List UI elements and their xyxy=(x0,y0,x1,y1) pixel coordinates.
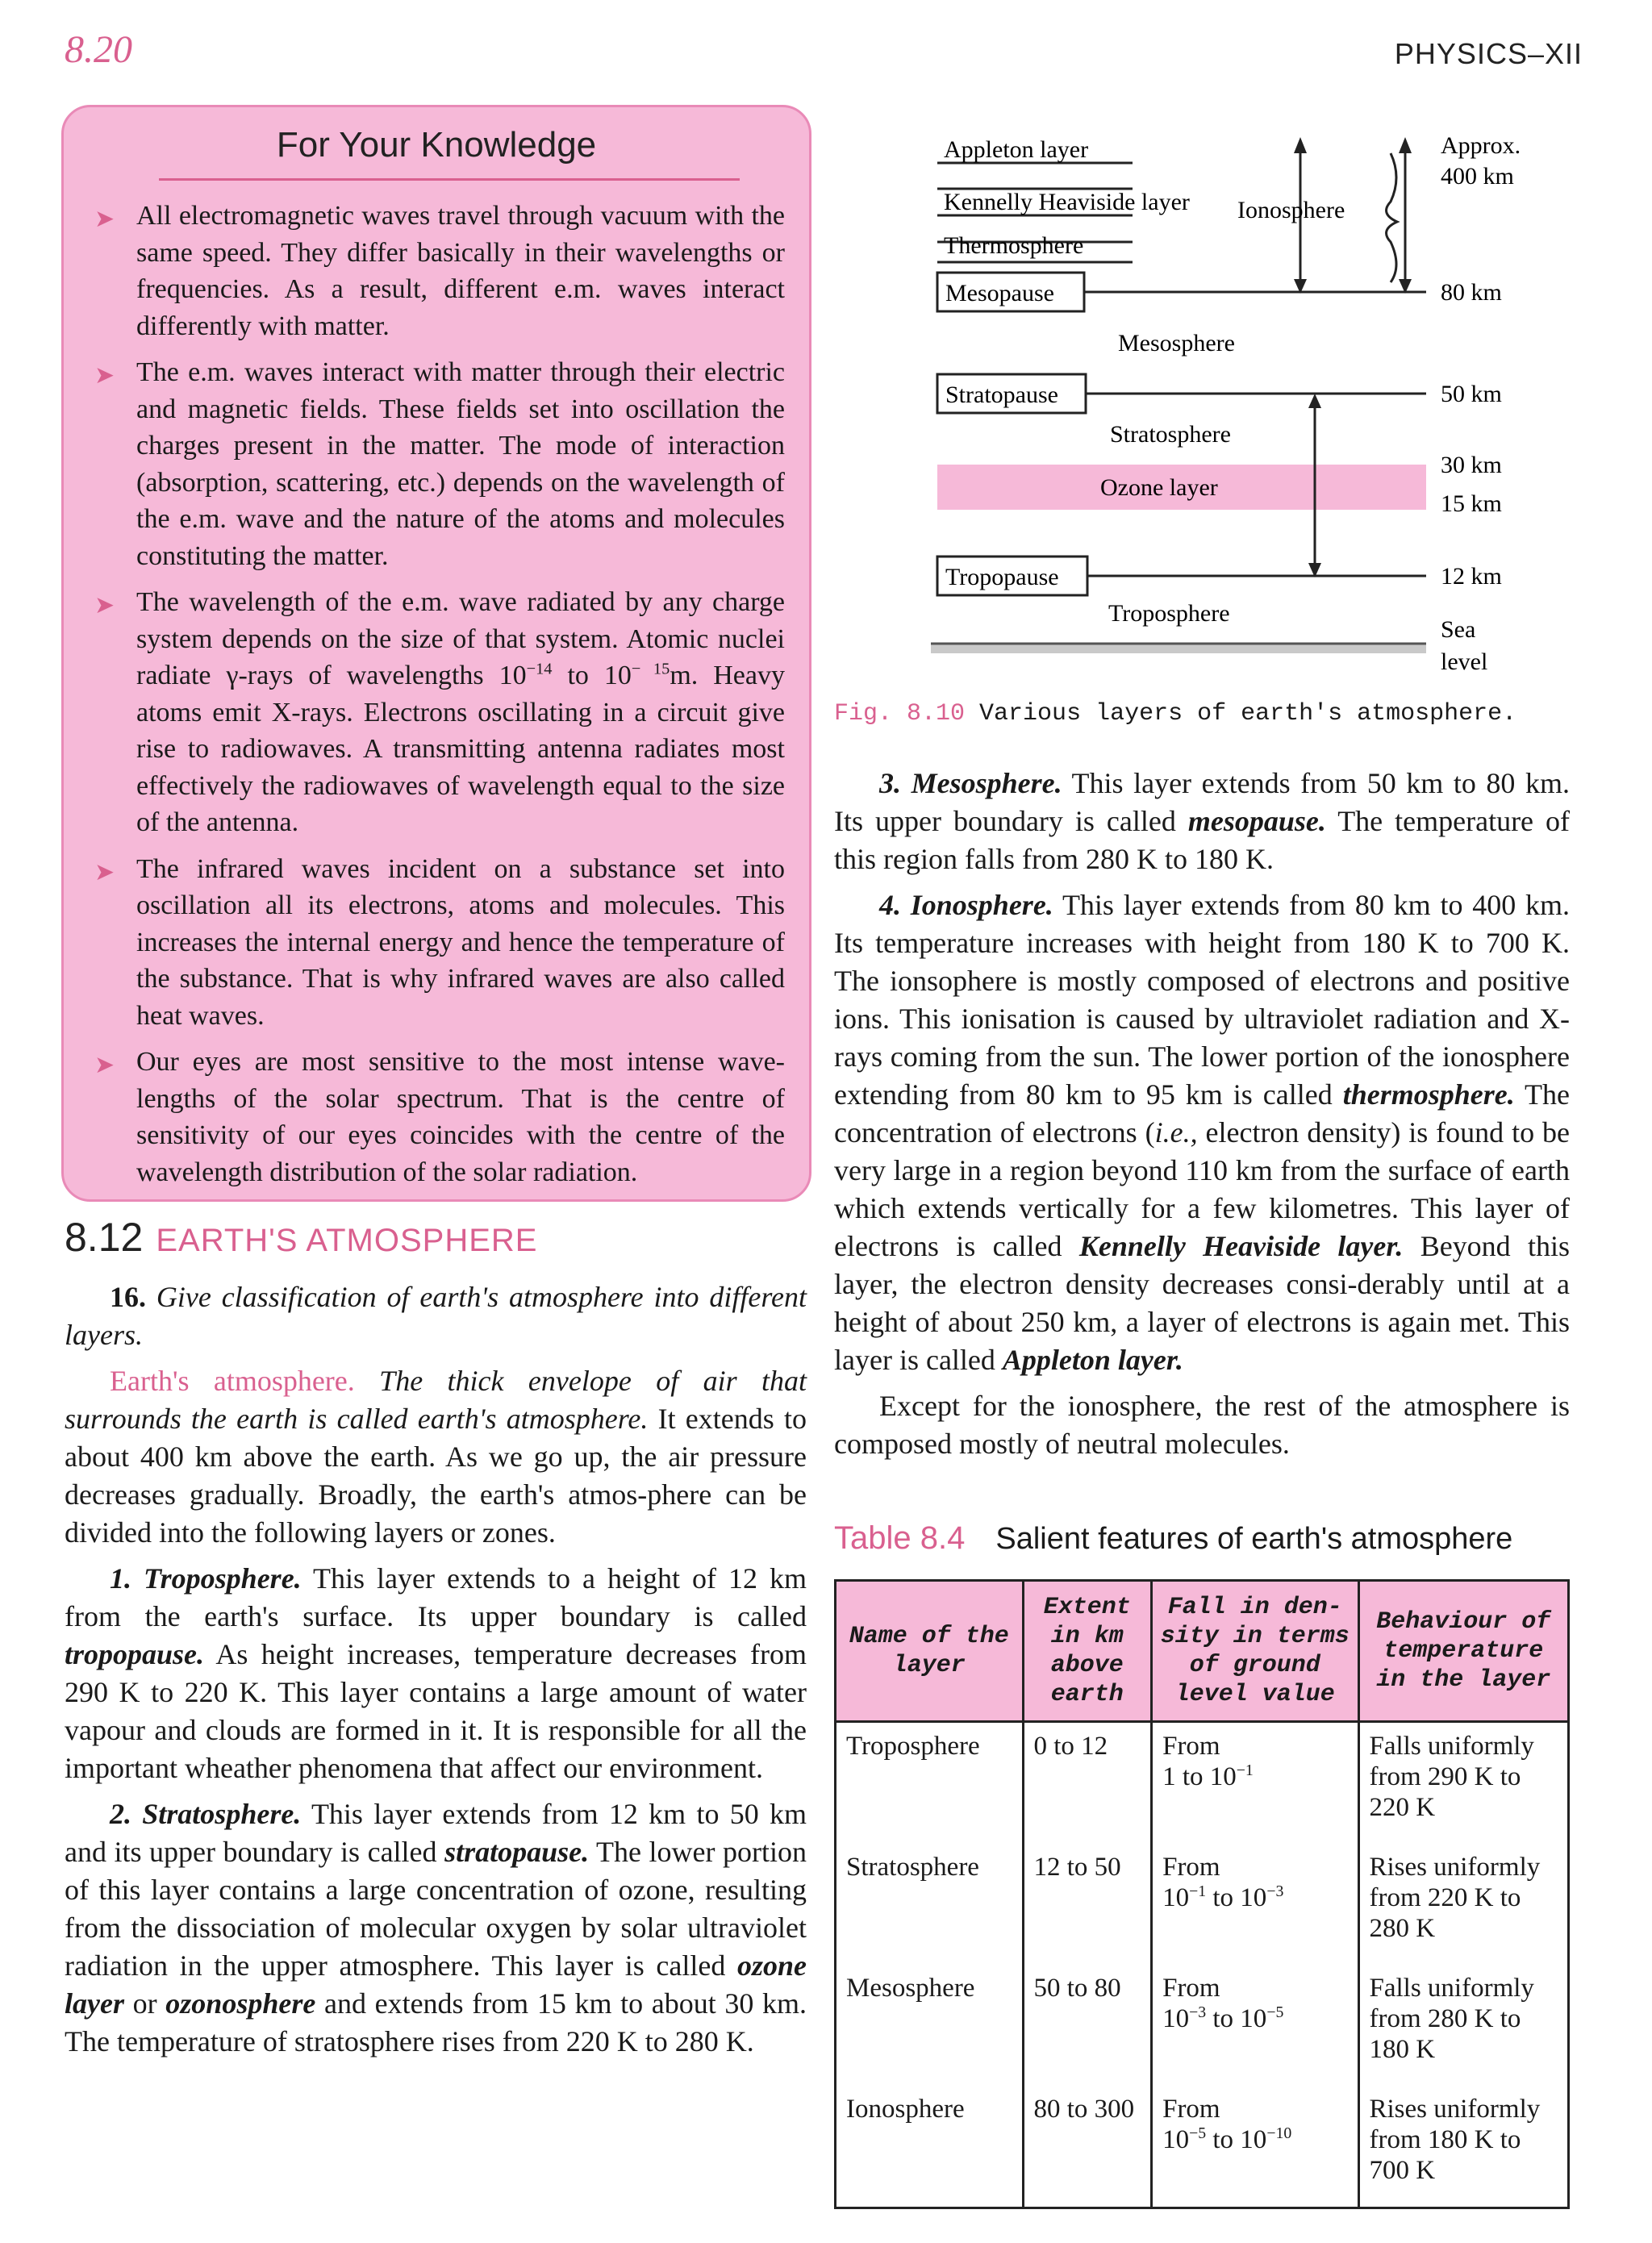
atmosphere-features-table xyxy=(834,1579,1570,2209)
extent-cell: 50 to 80 xyxy=(1023,1965,1152,2086)
density-cell: From $10^{-1}$ to $10^{-3}$ xyxy=(1152,1844,1358,1965)
stratosphere-paragraph: 2. Stratosphere. This layer extends from 12 km to 50 km and its upper boundary is called stratopause. The lower portion of this layer contains a large concentration of ozone, resulting from the dissociation of molecular oxygen by solar ultraviolet radiation in the upper atmosphere. This layer is called ozone layer or ozonosphere and extends from 15 km to about 30 km. The temperature of stratosphere rises from 220 K to 280 K. xyxy=(65,1798,807,2057)
extent-cell: 12 to 50 xyxy=(1023,1844,1152,1965)
knowledge-item: ➤ The infrared waves incident on a substance set into oscillation all its electrons, atoms and molecules. This increases the internal energy and hence the temperature of the substance. That is why infrared waves are also called heat waves. xyxy=(94,853,785,1031)
extent-cell: 80 to 300 xyxy=(1023,2086,1152,2208)
column-header: Fall in den-sity in terms of ground level value xyxy=(1152,1581,1358,1722)
height-15-km: 15 km xyxy=(1441,490,1502,517)
approx-label: Approx. xyxy=(1441,132,1521,159)
question: 16. Give classification of earth's atmosphere into different layers. xyxy=(65,1281,807,1351)
arrow-bullet-icon: ➤ xyxy=(94,1052,115,1078)
arrow-bullet-icon: ➤ xyxy=(94,592,115,619)
temperature-cell: Falls uniformly from 280 K to 180 K xyxy=(1358,1965,1569,2086)
table-row xyxy=(836,1722,1569,1845)
knowledge-box-rule xyxy=(159,178,740,181)
figure-caption: Fig. 8.10 Various layers of earth's atmosphere. xyxy=(834,700,1517,728)
page-number: 8.20 xyxy=(65,28,132,71)
column-header: Name of the layer xyxy=(836,1581,1024,1722)
height-80-km: 80 km xyxy=(1441,279,1502,306)
temperature-cell: Rises uniformly from 180 K to 700 K xyxy=(1358,2086,1569,2208)
section-number: 8.12 xyxy=(65,1215,144,1260)
arrow-bullet-icon: ➤ xyxy=(94,362,115,389)
table-row xyxy=(836,2086,1569,2208)
right-column-text xyxy=(834,765,1570,1471)
height-50-km: 50 km xyxy=(1441,381,1502,407)
arrow-bullet-icon: ➤ xyxy=(94,206,115,232)
column-header: Behaviour of temperature in the layer xyxy=(1358,1581,1569,1722)
layer-name-cell: Mesosphere xyxy=(836,1965,1024,2086)
layer-name-cell: Stratosphere xyxy=(836,1844,1024,1965)
sea-level-ground xyxy=(931,644,1426,653)
knowledge-box-title: For Your Knowledge xyxy=(276,125,597,165)
extent-cell: 0 to 12 xyxy=(1023,1722,1152,1845)
table-row xyxy=(836,1844,1569,1965)
troposphere-paragraph: 1. Troposphere. This layer extends to a height of 12 km from the earth's surface. Its upper boundary is called tropopause. As height increases, temperature decreases from 290 K to 220 K. This layer contains a large amount of water vapour and clouds are formed in it. It is responsible for all the important wheather phenomena that affect our environment. xyxy=(65,1562,807,1784)
knowledge-item: ➤ Our eyes are most sensitive to the most intense wave-lengths of the solar spectrum. That is the centre of sensitivity of our eyes coincides with the centre of the wavelength distribution of the solar radiation. xyxy=(94,1047,785,1187)
intro-paragraph: Earth's atmosphere. The thick envelope of air that surrounds the earth is called earth's atmosphere. It extends to about 400 km above the earth. As we go up, the air pressure decreases gradually. Broadly, the earth's atmos-phere can be divided into the following layers or zones. xyxy=(65,1365,807,1549)
kennelly-heaviside-label: Kennelly Heaviside layer xyxy=(944,189,1190,215)
troposphere-label: Troposphere xyxy=(1108,600,1230,627)
stratosphere-label: Stratosphere xyxy=(1110,421,1231,448)
arrow-bullet-icon: ➤ xyxy=(94,858,115,886)
level-label: level xyxy=(1441,648,1488,675)
column-header: Extent in km above earth xyxy=(1023,1581,1152,1722)
knowledge-item: ➤ The e.m. waves interact with matter through their electric and magnetic fields. These fields set into oscillation the charges present in the matter. The mode of interaction (absorption, scattering, etc.) depends on the wavelength of the e.m. wave and the nature of the atoms and molecules constituting the matter. xyxy=(94,357,785,571)
except-paragraph: Except for the ionosphere, the rest of the atmosphere is composed mostly of neutral molecules. xyxy=(834,1390,1570,1460)
density-cell: From 1 to $10^{-1}$ xyxy=(1152,1722,1358,1845)
thermosphere-label: Thermosphere xyxy=(944,232,1084,259)
height-12-km: 12 km xyxy=(1441,563,1502,590)
knowledge-box xyxy=(61,105,811,1202)
tropopause-label: Tropopause xyxy=(945,564,1059,590)
ionosphere-label: Ionosphere xyxy=(1237,197,1345,223)
ozone-layer-label: Ozone layer xyxy=(1100,474,1218,501)
table-caption: Table 8.4 Salient features of earth's atmosphere xyxy=(834,1520,1513,1556)
knowledge-item: ➤ The wavelength of the e.m. wave radiated by any charge system depends on the size of that system. Atomic nuclei radiate γ-rays of wavelengths $10^{-14}$ to $10^{- 15}m$. Heavy atoms emit X-rays. Electrons oscillating in a circuit give rise to radiowaves. A transmitting antenna radiates most effectively the radiowaves of wavelength equal to the size of the antenna. xyxy=(94,587,785,837)
density-cell: From $10^{-5}$ to $10^{-10}$ xyxy=(1152,2086,1358,2208)
knowledge-item: ➤ All electromagnetic waves travel through vacuum with the same speed. They differ basically in their wavelengths or frequencies. As a result, different e.m. waves interact differently with matter. xyxy=(94,201,785,341)
ionosphere-paragraph: 4. Ionosphere. This layer extends from 80 km to 400 km. Its temperature increases with height from 180 K to 700 K. The ionsophere is mostly composed of electrons and positive ions. This ionisation is caused by ultraviolet radiation and X-rays coming from the sun. The lower portion of the ionosphere extending from 80 km to 95 km is called thermosphere. The concentration of electrons (i.e., electron density) is found to be very large in a region beyond 110 km from the surface of earth which extends vertically for a few kilometres. This layer of electrons is called Kennelly Heaviside layer. Beyond this layer, the electron density decreases consi-derably until at a height of about 250 km, a layer of electrons is again met. This layer is called Appleton layer. xyxy=(834,889,1571,1376)
atmosphere-layers-diagram xyxy=(834,121,1584,686)
book-title: PHYSICS–XII xyxy=(1394,37,1583,70)
height-30-km: 30 km xyxy=(1441,452,1502,478)
left-column-text xyxy=(65,1278,807,2069)
appleton-layer-label: Appleton layer xyxy=(944,136,1089,163)
section-title: EARTH'S ATMOSPHERE xyxy=(156,1223,538,1258)
mesopause-label: Mesopause xyxy=(945,280,1054,306)
stratopause-label: Stratopause xyxy=(945,381,1058,408)
layer-name-cell: Troposphere xyxy=(836,1722,1024,1845)
table-row xyxy=(836,1965,1569,2086)
sea-label: Sea xyxy=(1441,616,1476,643)
table-header-row xyxy=(836,1581,1569,1722)
section-heading xyxy=(65,1214,537,1261)
mesosphere-label: Mesosphere xyxy=(1118,330,1235,356)
height-400-km: 400 km xyxy=(1441,163,1514,190)
temperature-cell: Falls uniformly from 290 K to 220 K xyxy=(1358,1722,1569,1845)
layer-name-cell: Ionosphere xyxy=(836,2086,1024,2208)
mesosphere-paragraph: 3. Mesosphere. This layer extends from 50 km to 80 km. Its upper boundary is called mesopause. The temperature of this region falls from 280 K to 180 K. xyxy=(834,767,1571,875)
density-cell: From $10^{-3}$ to $10^{-5}$ xyxy=(1152,1965,1358,2086)
temperature-cell: Rises uniformly from 220 K to 280 K xyxy=(1358,1844,1569,1965)
